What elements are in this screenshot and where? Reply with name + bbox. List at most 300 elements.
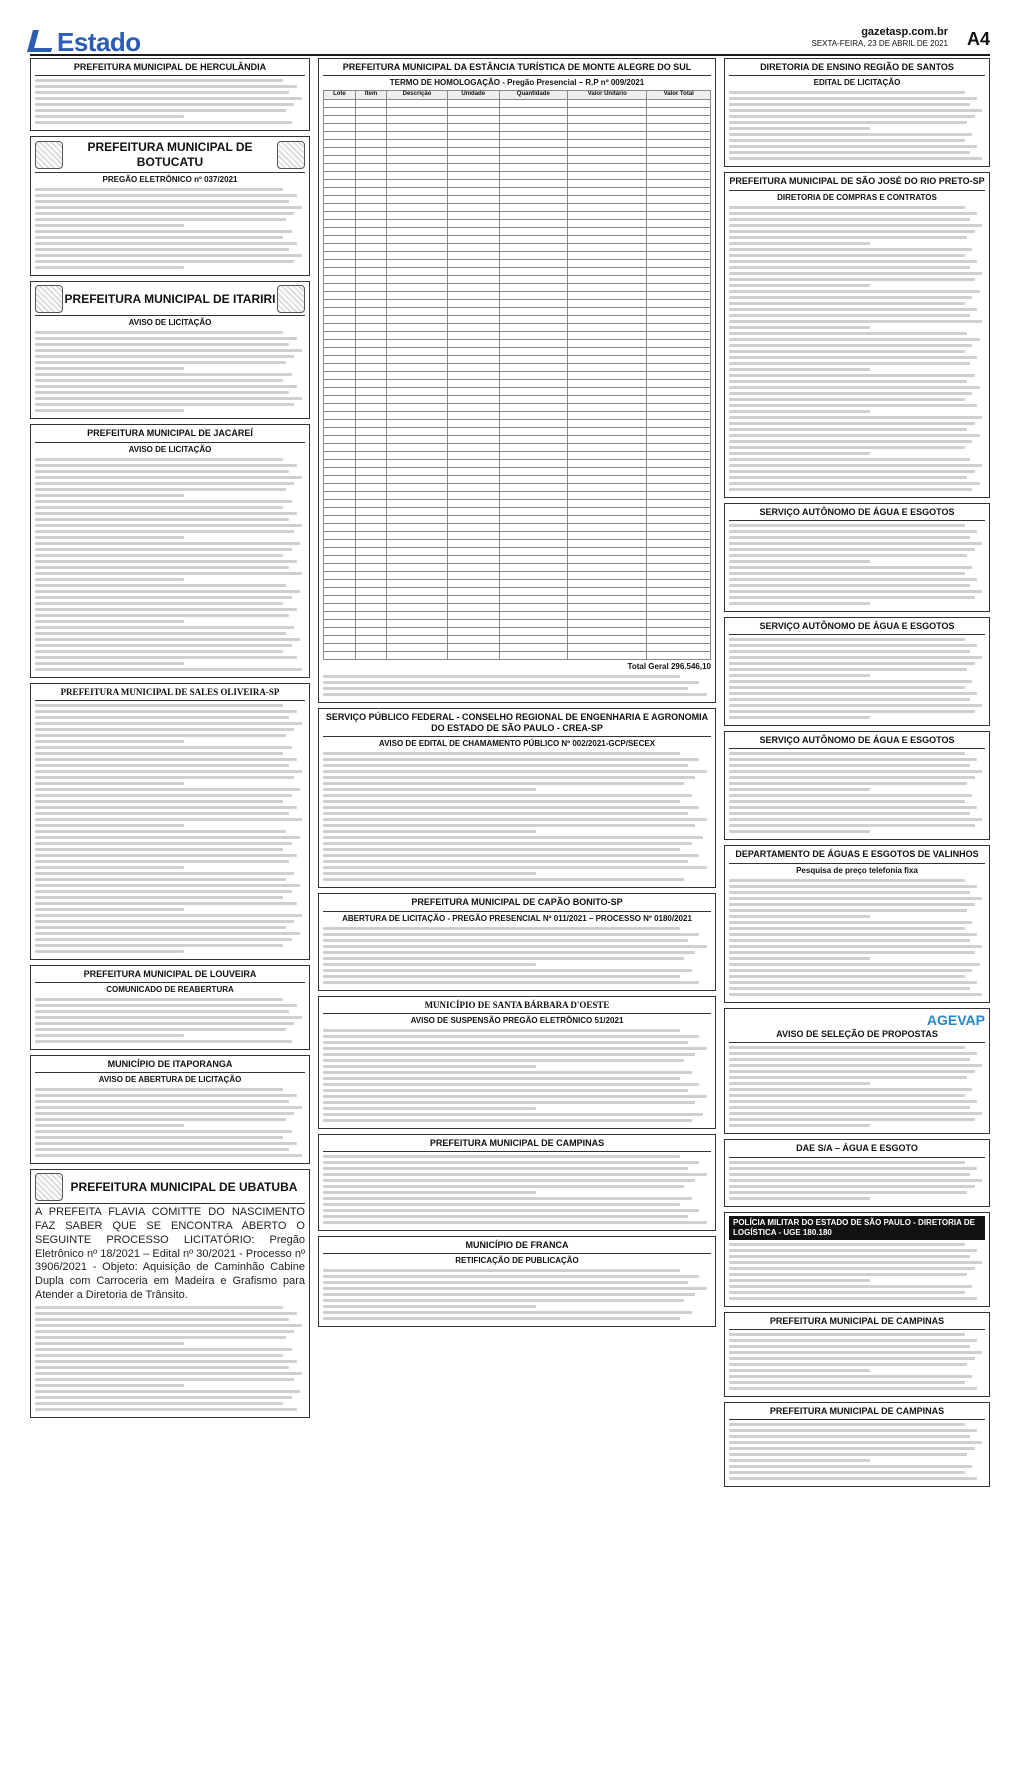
table-cell — [499, 627, 568, 635]
text-line — [35, 878, 286, 881]
table-cell — [355, 555, 386, 563]
table-cell — [568, 203, 647, 211]
table-cell — [499, 307, 568, 315]
table-row — [324, 115, 711, 123]
text-line — [323, 866, 707, 869]
table-row — [324, 195, 711, 203]
table-cell — [568, 291, 647, 299]
table-row — [324, 635, 711, 643]
column-header: Valor Total — [647, 91, 711, 100]
text-line — [323, 1083, 699, 1086]
notice-header — [729, 1029, 985, 1040]
table-cell — [355, 251, 386, 259]
table-cell — [499, 259, 568, 267]
site-url[interactable]: gazetasp.com.br — [861, 26, 948, 38]
table-row — [324, 331, 711, 339]
table-cell — [647, 571, 711, 579]
table-cell — [324, 627, 356, 635]
notice — [30, 1055, 310, 1164]
table-row — [324, 131, 711, 139]
text-line — [35, 578, 184, 581]
notice-title-text: PREFEITURA MUNICIPAL DE SÃO JOSÉ DO RIO PRETO-SP — [729, 176, 985, 187]
table-cell — [568, 523, 647, 531]
text-line — [35, 806, 297, 809]
text-line — [323, 878, 684, 881]
table-row — [324, 243, 711, 251]
text-line — [35, 518, 289, 521]
text-line — [729, 1167, 977, 1170]
table-row — [324, 339, 711, 347]
table-cell — [499, 635, 568, 643]
text-line — [729, 1351, 982, 1354]
text-line — [35, 1118, 286, 1121]
notice — [30, 281, 310, 419]
text-line — [729, 530, 977, 533]
text-line — [729, 1179, 982, 1182]
table-cell — [324, 331, 356, 339]
text-line — [323, 860, 688, 863]
table-cell — [499, 187, 568, 195]
logo-text: Estado — [57, 27, 141, 57]
text-line — [729, 885, 977, 888]
table-cell — [647, 523, 711, 531]
text-line — [729, 151, 970, 154]
table-cell — [568, 219, 647, 227]
text-line — [729, 218, 970, 221]
table-cell — [447, 531, 499, 539]
text-line — [729, 1112, 982, 1115]
table-row — [324, 259, 711, 267]
table-cell — [568, 99, 647, 107]
table-cell — [324, 579, 356, 587]
text-line — [729, 398, 965, 401]
notice-text-block — [35, 998, 305, 1043]
table-cell — [324, 251, 356, 259]
table-row — [324, 483, 711, 491]
table-cell — [355, 387, 386, 395]
table-cell — [499, 139, 568, 147]
text-line — [35, 331, 283, 334]
text-line — [323, 1059, 684, 1062]
text-line — [35, 248, 289, 251]
text-line — [729, 993, 982, 996]
table-cell — [568, 299, 647, 307]
notice-text-block — [729, 1423, 985, 1480]
table-cell — [447, 483, 499, 491]
table-cell — [355, 403, 386, 411]
table-cell — [387, 547, 448, 555]
table-cell — [387, 299, 448, 307]
text-line — [729, 362, 970, 365]
table-cell — [355, 563, 386, 571]
table-cell — [568, 275, 647, 283]
table-cell — [324, 99, 356, 107]
text-line — [323, 1197, 692, 1200]
table-cell — [447, 123, 499, 131]
text-line — [35, 109, 286, 112]
table-row — [324, 179, 711, 187]
table-cell — [499, 619, 568, 627]
table-cell — [387, 347, 448, 355]
table-cell — [568, 403, 647, 411]
text-line — [729, 392, 972, 395]
table-cell — [355, 371, 386, 379]
text-line — [35, 650, 283, 653]
text-line — [323, 1041, 688, 1044]
text-line — [729, 224, 982, 227]
text-line — [35, 85, 297, 88]
notice-text-block — [323, 675, 711, 696]
text-line — [35, 355, 294, 358]
text-line — [35, 1342, 184, 1345]
text-line — [729, 1279, 870, 1282]
table-cell — [324, 539, 356, 547]
notice — [30, 965, 310, 1050]
table-cell — [568, 467, 647, 475]
table-cell — [568, 483, 647, 491]
table-cell — [499, 363, 568, 371]
text-line — [729, 1375, 972, 1378]
table-cell — [387, 627, 448, 635]
text-line — [323, 800, 680, 803]
table-cell — [355, 355, 386, 363]
text-line — [35, 890, 292, 893]
text-line — [729, 752, 965, 755]
table-cell — [647, 315, 711, 323]
table-cell — [355, 499, 386, 507]
table-row — [324, 275, 711, 283]
table-cell — [324, 363, 356, 371]
notice-header — [729, 621, 985, 632]
table-cell — [647, 515, 711, 523]
table-cell — [568, 627, 647, 635]
table-cell — [324, 483, 356, 491]
notice-title-text: DAE S/A – ÁGUA E ESGOTO — [796, 1143, 918, 1154]
table-cell — [324, 123, 356, 131]
text-line — [323, 957, 684, 960]
table-row — [324, 187, 711, 195]
text-line — [323, 1119, 692, 1122]
text-line — [729, 1369, 870, 1372]
table-cell — [499, 115, 568, 123]
text-line — [729, 524, 965, 527]
text-line — [729, 710, 975, 713]
table-cell — [324, 163, 356, 171]
table-cell — [647, 355, 711, 363]
text-line — [323, 842, 692, 845]
text-line — [729, 206, 965, 209]
notice-text-block — [323, 1029, 711, 1122]
table-cell — [387, 387, 448, 395]
text-line — [35, 1022, 294, 1025]
text-line — [729, 921, 972, 924]
notice-header — [733, 1218, 981, 1238]
text-line — [323, 1293, 695, 1296]
text-line — [35, 1312, 297, 1315]
text-line — [729, 1243, 965, 1246]
table-cell — [387, 339, 448, 347]
text-line — [729, 915, 870, 918]
notice-text-block — [729, 1046, 985, 1127]
table-cell — [499, 435, 568, 443]
text-line — [35, 656, 297, 659]
table-cell — [499, 123, 568, 131]
text-line — [729, 1363, 967, 1366]
text-line — [323, 776, 695, 779]
table-cell — [355, 339, 386, 347]
text-line — [729, 818, 982, 821]
table-cell — [387, 379, 448, 387]
table-cell — [499, 347, 568, 355]
table-cell — [387, 595, 448, 603]
table-cell — [647, 123, 711, 131]
text-line — [323, 770, 707, 773]
text-line — [729, 1185, 975, 1188]
table-cell — [387, 531, 448, 539]
table-cell — [355, 155, 386, 163]
notice-title-text: PREFEITURA MUNICIPAL DE JACAREÍ — [87, 428, 253, 439]
table-cell — [647, 435, 711, 443]
table-cell — [387, 419, 448, 427]
table-cell — [647, 219, 711, 227]
text-line — [35, 194, 297, 197]
table-cell — [647, 419, 711, 427]
text-line — [323, 806, 699, 809]
text-line — [729, 1453, 967, 1456]
table-row — [324, 99, 711, 107]
table-cell — [387, 635, 448, 643]
text-line — [729, 314, 970, 317]
text-line — [729, 476, 967, 479]
text-line — [729, 1333, 965, 1336]
text-line — [35, 608, 297, 611]
text-line — [729, 1064, 982, 1067]
text-line — [323, 1269, 680, 1272]
text-line — [35, 403, 294, 406]
notice-header — [323, 1240, 711, 1251]
text-line — [729, 927, 965, 930]
table-cell — [568, 499, 647, 507]
table-cell — [568, 355, 647, 363]
table-cell — [647, 563, 711, 571]
notice-subtitle: AVISO DE LICITAÇÃO — [128, 444, 212, 454]
text-line — [729, 145, 977, 148]
text-line — [729, 139, 965, 142]
table-cell — [447, 131, 499, 139]
table-cell — [387, 179, 448, 187]
notice-text-block — [35, 704, 305, 953]
table-cell — [647, 443, 711, 451]
table-cell — [568, 419, 647, 427]
text-line — [729, 332, 967, 335]
notice-header — [729, 176, 985, 187]
table-cell — [499, 323, 568, 331]
logo[interactable] — [30, 26, 141, 59]
text-line — [729, 290, 980, 293]
table-cell — [324, 203, 356, 211]
column-header: Valor Unitário — [568, 91, 647, 100]
table-cell — [568, 619, 647, 627]
text-line — [35, 218, 286, 221]
text-line — [729, 554, 967, 557]
text-line — [729, 308, 977, 311]
text-line — [35, 554, 283, 557]
text-line — [35, 476, 302, 479]
table-cell — [355, 347, 386, 355]
text-line — [729, 464, 982, 467]
table-cell — [647, 507, 711, 515]
table-cell — [355, 411, 386, 419]
text-line — [729, 969, 972, 972]
table-cell — [324, 171, 356, 179]
table-cell — [387, 475, 448, 483]
text-line — [35, 842, 292, 845]
text-line — [35, 638, 300, 641]
table-cell — [568, 131, 647, 139]
table-cell — [647, 155, 711, 163]
table-cell — [447, 619, 499, 627]
table-cell — [387, 571, 448, 579]
notice-title — [323, 1000, 711, 1014]
table-cell — [324, 459, 356, 467]
notice-title-text: PREFEITURA MUNICIPAL DA ESTÂNCIA TURÍSTICA DE MONTE ALEGRE DO SUL — [342, 62, 692, 72]
table-cell — [324, 635, 356, 643]
table-cell — [387, 275, 448, 283]
table-cell — [324, 611, 356, 619]
table-cell — [499, 547, 568, 555]
table-cell — [568, 139, 647, 147]
text-line — [35, 464, 297, 467]
table-cell — [387, 267, 448, 275]
table-cell — [499, 291, 568, 299]
text-line — [729, 686, 965, 689]
text-line — [35, 728, 294, 731]
table-cell — [447, 563, 499, 571]
table-cell — [568, 331, 647, 339]
notice — [30, 683, 310, 960]
notice-title — [729, 849, 985, 863]
text-line — [729, 266, 970, 269]
text-line — [35, 998, 283, 1001]
notice-title — [323, 712, 711, 738]
table-cell — [355, 235, 386, 243]
text-line — [729, 386, 980, 389]
table-row — [324, 299, 711, 307]
text-line — [323, 1317, 680, 1320]
text-line — [35, 1094, 297, 1097]
table-cell — [499, 171, 568, 179]
table-cell — [499, 555, 568, 563]
table-row — [324, 435, 711, 443]
text-line — [35, 1348, 292, 1351]
notice — [318, 996, 716, 1129]
table-cell — [355, 651, 386, 659]
notice-title — [35, 1173, 305, 1204]
notice-text-block — [729, 638, 985, 719]
table-cell — [387, 315, 448, 323]
table-row — [324, 643, 711, 651]
table-cell — [647, 395, 711, 403]
table-cell — [324, 347, 356, 355]
text-line — [729, 596, 975, 599]
text-line — [729, 536, 970, 539]
table-cell — [647, 235, 711, 243]
notice-title-text: DEPARTAMENTO DE ÁGUAS E ESGOTOS DE VALINHOS — [735, 849, 979, 860]
table-cell — [647, 179, 711, 187]
table-cell — [647, 635, 711, 643]
notice-title — [729, 1406, 985, 1420]
table-cell — [355, 315, 386, 323]
notice-header — [35, 1173, 305, 1201]
table-cell — [447, 539, 499, 547]
text-line — [35, 818, 302, 821]
text-line — [729, 800, 965, 803]
text-line — [323, 1305, 536, 1308]
table-cell — [355, 595, 386, 603]
text-line — [35, 548, 292, 551]
table-row — [324, 291, 711, 299]
table-cell — [647, 459, 711, 467]
text-line — [729, 1191, 967, 1194]
text-line — [729, 650, 970, 653]
table-cell — [447, 251, 499, 259]
table-cell — [499, 379, 568, 387]
table-cell — [355, 451, 386, 459]
text-line — [323, 687, 688, 690]
notice-text-block — [35, 1088, 305, 1157]
text-line — [729, 939, 970, 942]
text-line — [729, 644, 977, 647]
column-center — [318, 58, 716, 1332]
text-line — [35, 1408, 297, 1411]
table-cell — [324, 651, 356, 659]
text-line — [35, 91, 289, 94]
text-line — [729, 410, 870, 413]
text-line — [323, 1029, 680, 1032]
text-line — [729, 446, 965, 449]
text-line — [35, 1088, 283, 1091]
table-cell — [355, 539, 386, 547]
table-cell — [568, 595, 647, 603]
text-line — [35, 373, 292, 376]
notice — [724, 1139, 990, 1206]
table-cell — [647, 283, 711, 291]
text-line — [729, 1106, 970, 1109]
table-row — [324, 443, 711, 451]
text-line — [35, 349, 302, 352]
text-line — [35, 1040, 292, 1043]
table-cell — [568, 411, 647, 419]
table-cell — [387, 491, 448, 499]
notice-title — [35, 428, 305, 442]
table-cell — [387, 651, 448, 659]
text-line — [729, 1357, 975, 1360]
text-line — [323, 1089, 688, 1092]
text-line — [35, 470, 289, 473]
column-header: Descrição — [387, 91, 448, 100]
table-row — [324, 531, 711, 539]
table-cell — [568, 163, 647, 171]
text-line — [35, 620, 184, 623]
table-cell — [568, 579, 647, 587]
table-cell — [499, 483, 568, 491]
table-cell — [499, 235, 568, 243]
table-cell — [499, 275, 568, 283]
text-line — [729, 560, 870, 563]
table-cell — [447, 555, 499, 563]
table-cell — [355, 483, 386, 491]
table-cell — [324, 643, 356, 651]
